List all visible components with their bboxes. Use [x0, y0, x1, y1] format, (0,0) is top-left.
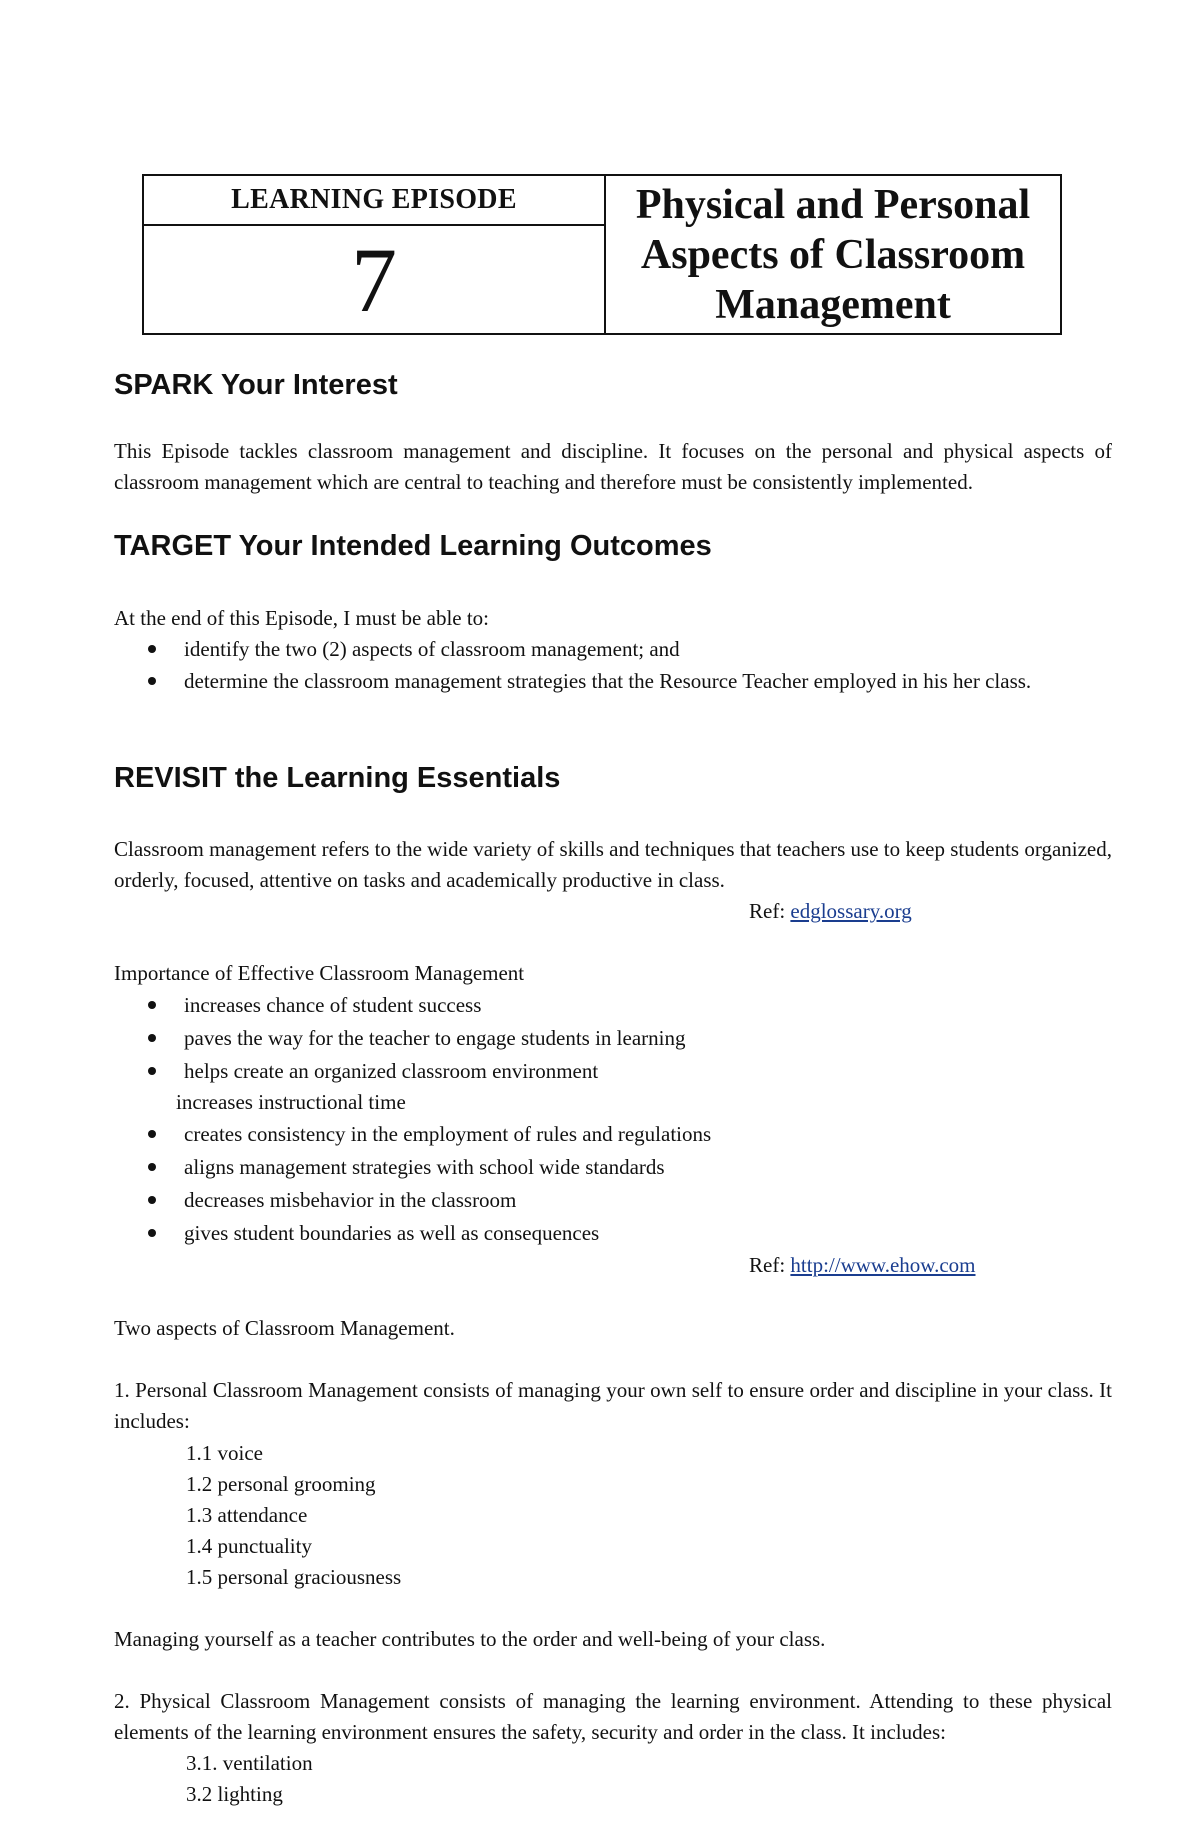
- list-item-text: aligns management strategies with school wide standards: [184, 1155, 665, 1179]
- bullet-icon: [148, 1067, 156, 1075]
- spark-paragraph: This Episode tackles classroom management and discipline. It focuses on the personal and physical aspects of classroom management which are central to teaching and therefore must be consistently implemented.: [114, 439, 1112, 494]
- bullet-icon: [148, 1130, 156, 1138]
- list-item-text: identify the two (2) aspects of classroom management; and: [184, 637, 680, 661]
- list-item-text: decreases misbehavior in the classroom: [184, 1188, 517, 1212]
- list-item: 1.5 personal graciousness: [186, 1565, 402, 1589]
- bullet-icon: [148, 1229, 156, 1237]
- episode-number: 7: [351, 228, 397, 331]
- target-heading: TARGET Your Intended Learning Outcomes: [114, 530, 712, 562]
- list-item-text: paves the way for the teacher to engage students in learning: [184, 1026, 686, 1050]
- list-item-text: helps create an organized classroom environment: [184, 1059, 599, 1083]
- importance-title: Importance of Effective Classroom Management: [114, 961, 525, 985]
- episode-title-line: Management: [715, 281, 951, 328]
- list-item-text: increases instructional time: [176, 1090, 406, 1114]
- list-item-text: creates consistency in the employment of rules and regulations: [184, 1122, 712, 1146]
- bullet-icon: [148, 645, 156, 653]
- personal-note: Managing yourself as a teacher contributes to the order and well-being of your class.: [114, 1627, 826, 1651]
- episode-label-column: [144, 176, 606, 333]
- list-item: 1.2 personal grooming: [186, 1472, 376, 1496]
- list-item: 3.2 lighting: [186, 1782, 283, 1806]
- definition-paragraph: Classroom management refers to the wide variety of skills and techniques that teachers use to keep students organized, orderly, focused, attentive on tasks and academically productive in class.: [114, 837, 1112, 892]
- bullet-icon: [148, 677, 156, 685]
- bullet-icon: [148, 1163, 156, 1171]
- episode-title-line: Aspects of Classroom: [640, 231, 1026, 278]
- edglossary-link[interactable]: edglossary.org: [790, 899, 912, 923]
- revisit-heading: REVISIT the Learning Essentials: [114, 762, 561, 794]
- bullet-icon: [148, 1034, 156, 1042]
- list-item: 1.4 punctuality: [186, 1534, 312, 1558]
- list-item-text: gives student boundaries as well as consequences: [184, 1221, 600, 1245]
- list-item: determine the classroom management strategies that the Resource Teacher employed in his her class.: [184, 669, 1032, 693]
- episode-title: [606, 176, 1060, 333]
- list-item: 3.1. ventilation: [186, 1751, 313, 1775]
- episode-title-line: Physical and Personal: [635, 181, 1031, 228]
- ehow-link[interactable]: http://www.ehow.com: [790, 1253, 976, 1277]
- aspects-title: Two aspects of Classroom Management.: [114, 1316, 455, 1340]
- episode-label: LEARNING EPISODE: [144, 176, 604, 226]
- reference-prefix: Ref:: [749, 1253, 791, 1277]
- list-item: 1.3 attendance: [186, 1503, 308, 1527]
- physical-intro: 2. Physical Classroom Management consists of managing the learning environment. Attending to these physical elements of the learning environment ensures the safety, security and order in the class. It includes:: [114, 1689, 1112, 1744]
- reference-prefix: Ref:: [749, 899, 791, 923]
- bullet-icon: [148, 1001, 156, 1009]
- personal-intro: 1. Personal Classroom Management consists of managing your own self to ensure order and discipline in your class. It includes:: [114, 1378, 1112, 1433]
- reference-line: [749, 1250, 976, 1281]
- episode-header-table: [142, 174, 1062, 335]
- bullet-icon: [148, 1196, 156, 1204]
- target-intro: At the end of this Episode, I must be able to:: [114, 606, 490, 630]
- reference-line: [749, 896, 912, 927]
- list-item-text: increases chance of student success: [184, 993, 482, 1017]
- spark-heading: SPARK Your Interest: [114, 369, 398, 401]
- list-item: 1.1 voice: [186, 1441, 263, 1465]
